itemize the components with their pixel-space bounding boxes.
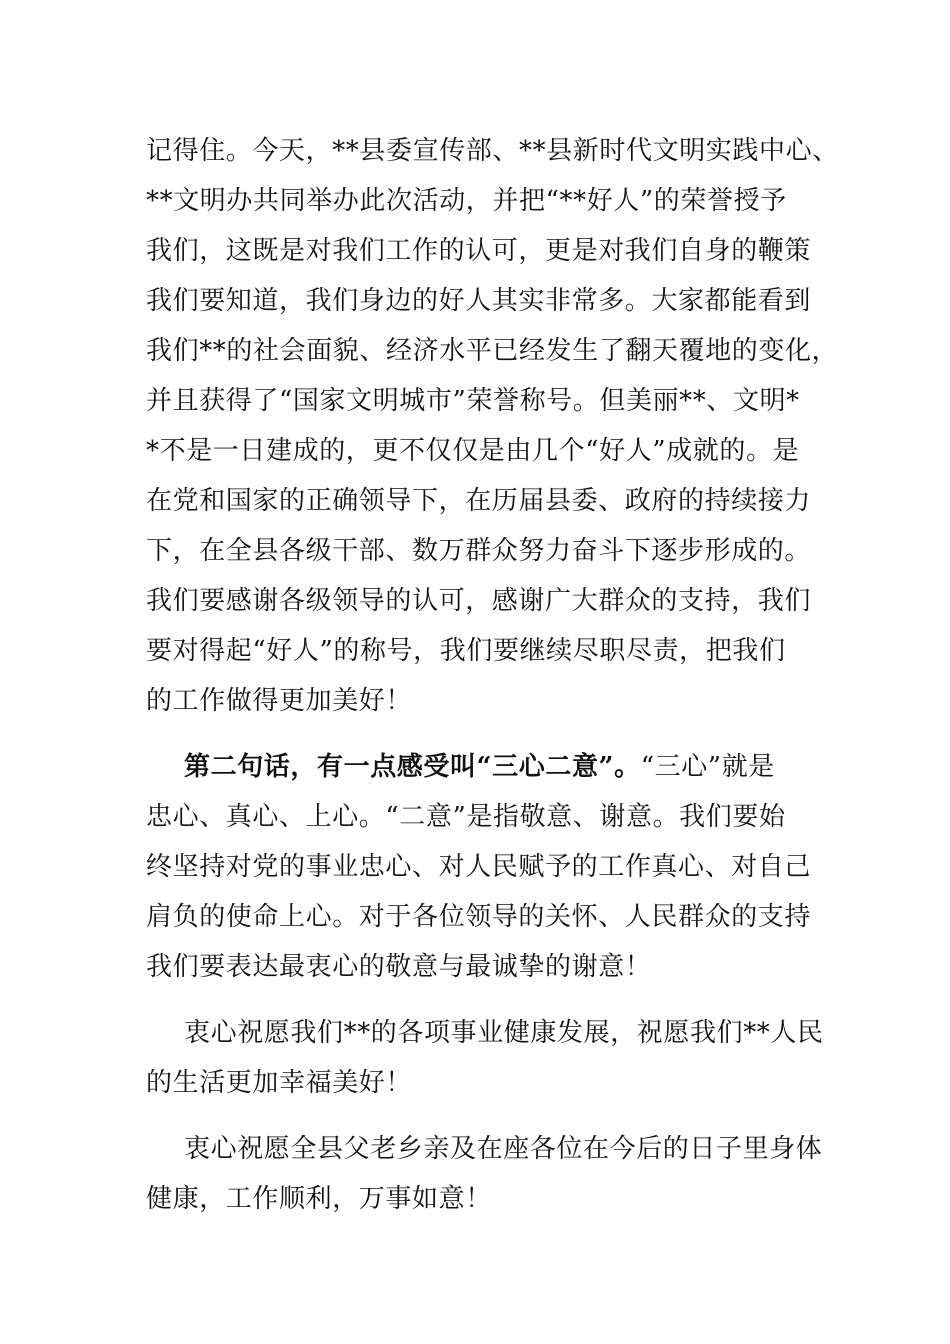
text-line: 肩负的使命上心。对于各位领导的关怀、人民群众的支持 <box>146 902 812 932</box>
text-line: 健康，工作顺利，万事如意！ <box>146 1184 492 1214</box>
text-line: 忠心、真心、上心。“二意”是指敬意、谢意。我们要始 <box>146 802 786 832</box>
document-body <box>146 126 839 1224</box>
text-line: 在党和国家的正确领导下，在历届县委、政府的持续接力 <box>146 486 812 516</box>
text-line: 我们要表达最衷心的敬意与最诚挚的谢意！ <box>146 952 652 982</box>
text-run: “三心”就是 <box>640 752 775 782</box>
text-line: 我们要知道，我们身边的好人其实非常多。大家都能看到 <box>146 286 812 316</box>
text-line: 终坚持对党的事业忠心、对人民赋予的工作真心、对自己 <box>146 852 812 882</box>
text-line: 的工作做得更加美好！ <box>146 686 413 716</box>
text-line: 我们要感谢各级领导的认可，感谢广大群众的支持，我们 <box>146 586 812 616</box>
bold-heading-sentence: 第二句话，有一点感受叫“三心二意”。 <box>184 752 641 782</box>
paragraph-3 <box>146 1008 824 1108</box>
text-line: 记得住。今天，**县委宣传部、**县新时代文明实践中心、 <box>146 136 839 166</box>
text-line: **文明办共同举办此次活动，并把“**好人”的荣誉授予 <box>146 186 787 216</box>
paragraph-4 <box>146 1124 823 1224</box>
text-line: *不是一日建成的，更不仅仅是由几个“好人”成就的。是 <box>146 436 800 466</box>
text-line: 衷心祝愿我们**的各项事业健康发展，祝愿我们**人民 <box>184 1018 824 1048</box>
paragraph-1 <box>146 126 839 726</box>
text-line: 衷心祝愿全县父老乡亲及在座各位在今后的日子里身体 <box>184 1134 823 1164</box>
text-line: 并且获得了“国家文明城市”荣誉称号。但美丽**、文明* <box>146 386 800 416</box>
text-line: 我们**的社会面貌、经济水平已经发生了翻天覆地的变化， <box>146 336 839 366</box>
text-line: 下，在全县各级干部、数万群众努力奋斗下逐步形成的。 <box>146 536 812 566</box>
paragraph-spacer <box>146 1108 806 1124</box>
text-line <box>146 742 806 792</box>
paragraph-spacer <box>146 726 806 742</box>
text-line: 的生活更加幸福美好！ <box>146 1068 413 1098</box>
text-line: 要对得起“好人”的称号，我们要继续尽职尽责，把我们 <box>146 636 786 666</box>
paragraph-2 <box>146 742 812 992</box>
text-line: 我们，这既是对我们工作的认可，更是对我们自身的鞭策 <box>146 236 812 266</box>
paragraph-spacer <box>146 992 806 1008</box>
